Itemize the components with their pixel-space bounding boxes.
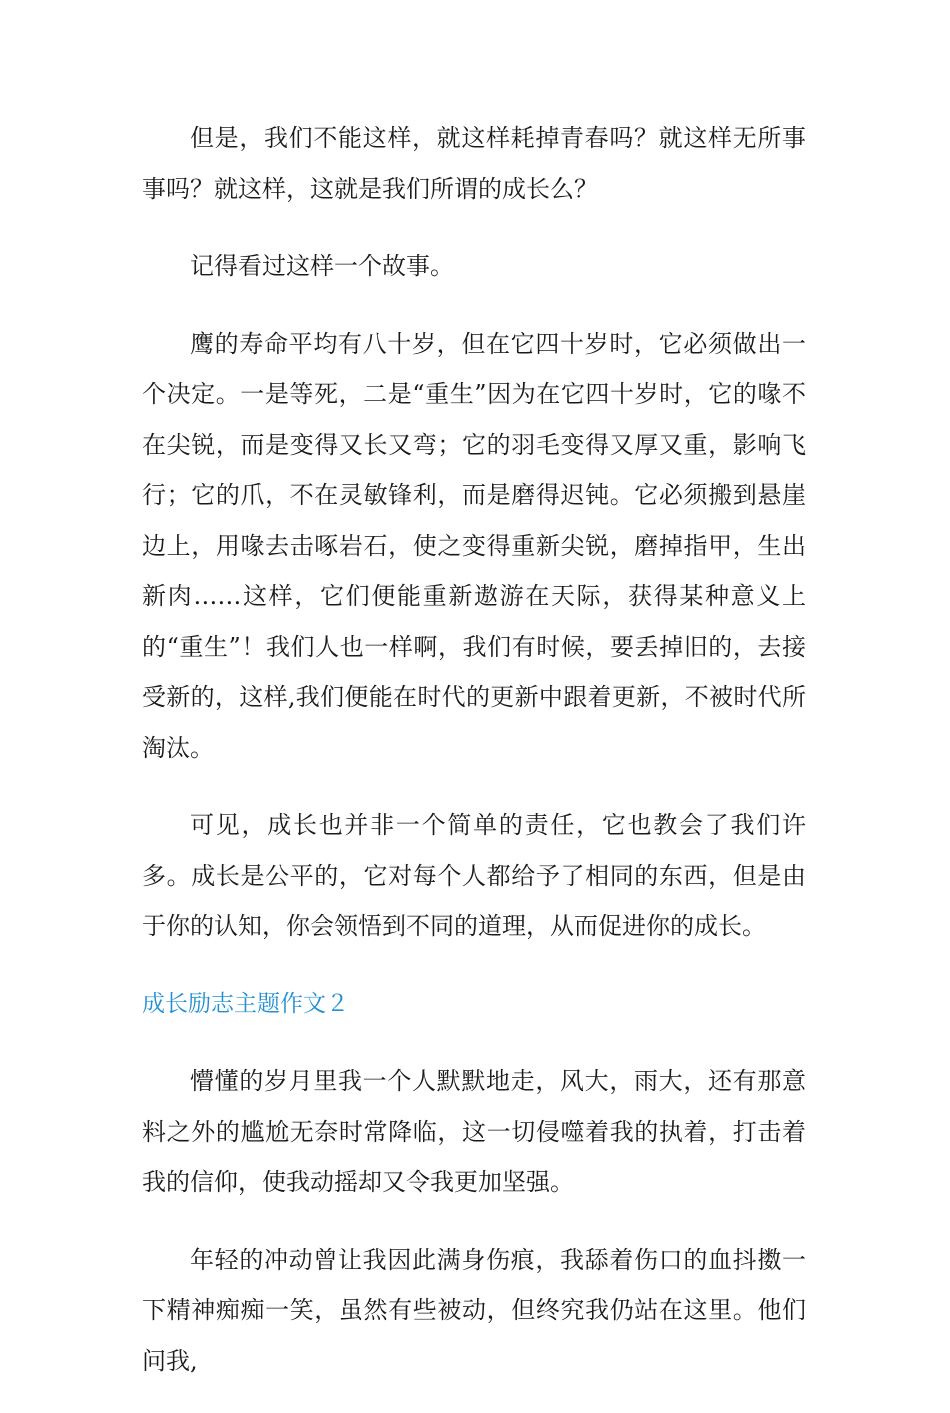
- paragraph-remember-story: 记得看过这样一个故事。: [190, 252, 454, 280]
- paragraph-but-we-cannot: 但是，我们不能这样，就这样耗掉青春吗？就这样无所事事吗？就这样，这就是我们所谓的成长么？: [142, 124, 806, 203]
- section-heading: 成长励志主题作文２: [142, 990, 349, 1017]
- paragraph-growth-fair: 可见，成长也并非一个简单的责任，它也教会了我们许多。成长是公平的，它对每个人都给予了相同的东西，但是由于你的认知，你会领悟到不同的道理，从而促进你的成长。: [142, 811, 806, 940]
- paragraph-naive-years: 懵懂的岁月里我一个人默默地走，风大，雨大，还有那意料之外的尴尬无奈时常降临，这一切侵噬着我的执着，打击着我的信仰，使我动摇却又令我更加坚强。: [142, 1067, 806, 1196]
- paragraph-eagle-story: 鹰的寿命平均有八十岁，但在它四十岁时，它必须做出一个决定。一是等死，二是“重生”因为在它四十岁时，它的喙不在尖锐，而是变得又长又弯；它的羽毛变得又厚又重，影响飞行；它的爪，不在灵敏锋利，而是磨得迟钝。它必须搬到悬崖边上，用喙去击啄岩石，使之变得重新尖锐，磨掉指甲，生出新肉……这样，它们便能重新遨游在天际，获得某种意义上的“重生”！我们人也一样啊，我们有时候，要丢掉旧的，去接受新的，这样,我们便能在时代的更新中跟着更新，不被时代所淘汰。: [142, 329, 806, 762]
- document-page: [142, 113, 806, 1413]
- paragraph-youthful-impulse: 年轻的冲动曾让我因此满身伤痕，我舔着伤口的血抖擞一下精神痴痴一笑，虽然有些被动，但终究我仍站在这里。他们问我,: [142, 1245, 806, 1375]
